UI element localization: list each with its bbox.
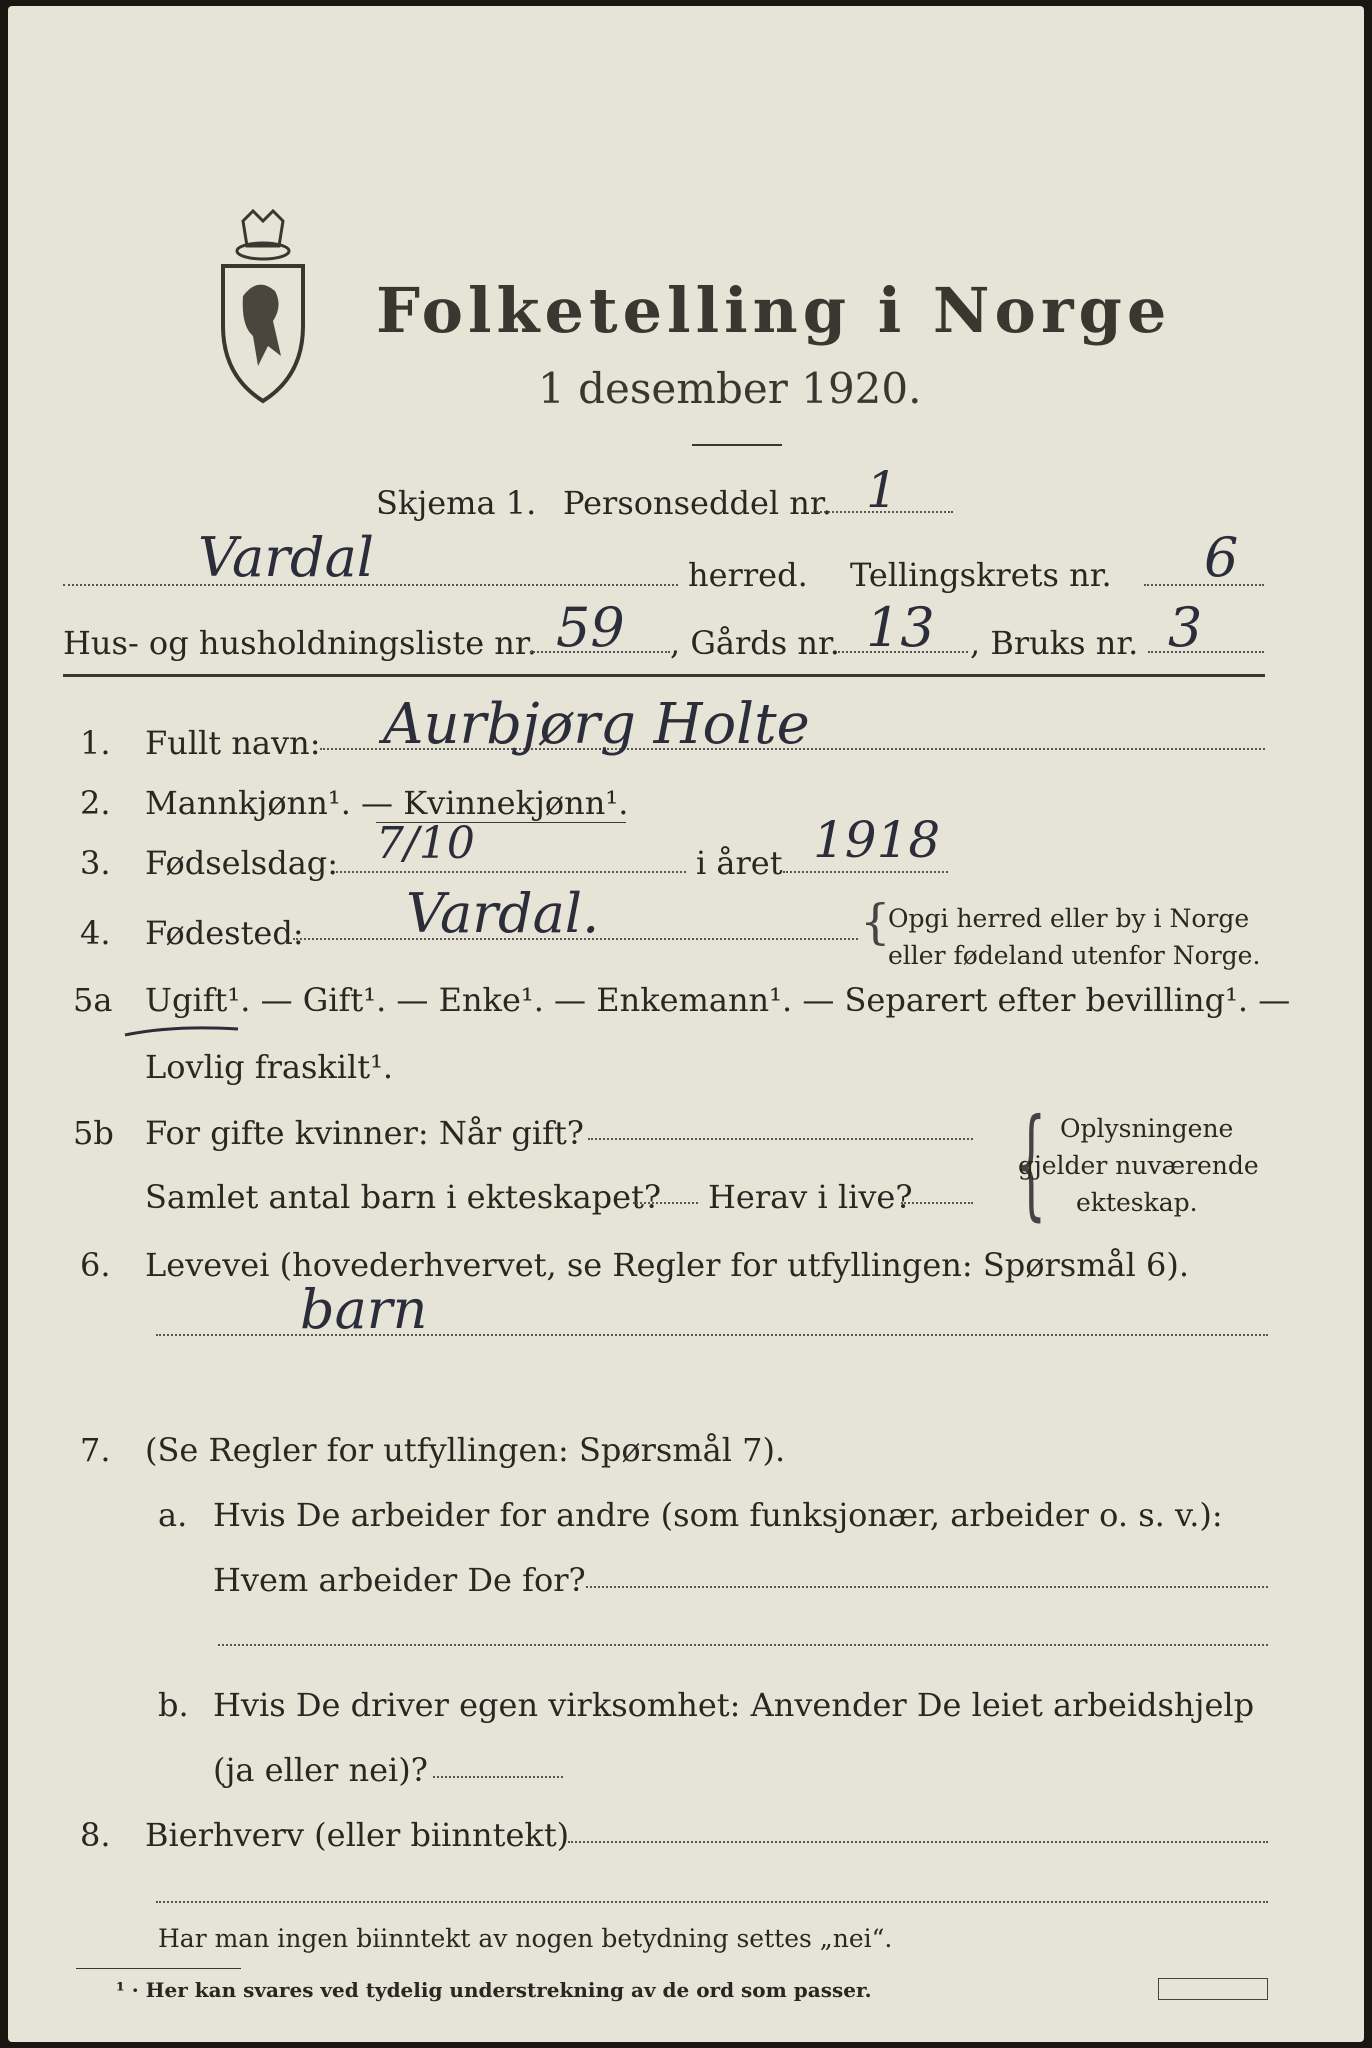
q8-number: 8. — [80, 1816, 111, 1854]
q5a-number: 5a — [73, 981, 113, 1019]
bruks-value: 3 — [1168, 596, 1203, 659]
q2-label: Mannkjønn¹. — Kvinnekjønn¹. — [145, 784, 629, 822]
hired-help-line — [433, 1776, 563, 1778]
bruks-line — [1148, 651, 1264, 653]
birthplace-value: Vardal. — [406, 882, 600, 945]
q4-number: 4. — [80, 914, 111, 952]
footnote-rule — [76, 1968, 241, 1969]
q8-label: Bierhverv (eller biinntekt) — [145, 1816, 570, 1854]
personseddel-label: Personseddel nr. — [563, 484, 832, 522]
census-form — [8, 6, 1364, 2042]
side-income-line — [568, 1841, 1268, 1843]
birthplace-note-1: Opgi herred eller by i Norge — [888, 904, 1250, 933]
coat-of-arms-icon — [213, 206, 313, 406]
q6-label: Levevei (hovederhvervet, se Regler for utfyllingen: Spørsmål 6). — [145, 1246, 1190, 1284]
herred-value: Vardal — [198, 526, 375, 589]
birthday-value: 7/10 — [376, 818, 475, 869]
herred-label: herred. — [688, 556, 808, 594]
full-name-value: Aurbjørg Holte — [383, 692, 810, 757]
section-divider — [63, 674, 1265, 677]
ugift-underline — [123, 1021, 243, 1041]
gards-value: 13 — [866, 596, 935, 659]
q7a-label-2: Hvem arbeider De for? — [213, 1561, 586, 1599]
tellingskrets-value: 6 — [1204, 526, 1239, 589]
gards-label: , Gårds nr. — [670, 624, 840, 662]
employer-line — [586, 1586, 1268, 1588]
q5a-label-2: Lovlig fraskilt¹. — [145, 1048, 394, 1086]
q7b-label-2: (ja eller nei)? — [213, 1751, 428, 1789]
q5a-label: Ugift¹. — Gift¹. — Enke¹. — Enkemann¹. — Separert efter bevilling¹. — — [145, 981, 1291, 1019]
q1-number: 1. — [80, 724, 111, 762]
marriage-note-3: ekteskap. — [1076, 1188, 1198, 1217]
married-date-line — [588, 1138, 973, 1140]
q5b-label-3: Herav i live? — [708, 1178, 913, 1216]
employer-line-2 — [218, 1644, 1268, 1646]
q7a-number: a. — [158, 1496, 188, 1534]
q6-number: 6. — [80, 1246, 111, 1284]
q7b-number: b. — [158, 1686, 189, 1724]
q7b-label: Hvis De driver egen virksomhet: Anvender De leiet arbeidshjelp — [213, 1686, 1255, 1724]
occupation-value: barn — [300, 1278, 428, 1341]
schema-label: Skjema 1. — [376, 484, 537, 522]
footnote: ¹ · Her kan svares ved tydelig understrekning av de ord som passer. — [116, 1978, 872, 2002]
q7-number: 7. — [80, 1431, 111, 1469]
personseddel-value: 1 — [866, 461, 898, 519]
bruks-label: , Bruks nr. — [970, 624, 1139, 662]
q5b-number: 5b — [73, 1114, 114, 1152]
birthplace-note-2: eller fødeland utenfor Norge. — [888, 941, 1261, 970]
no-income-note: Har man ingen biinntekt av nogen betydning settes „nei“. — [158, 1924, 893, 1953]
census-date: 1 desember 1920. — [538, 364, 922, 413]
alive-line — [901, 1202, 973, 1204]
q3-label: Fødselsdag: — [145, 844, 339, 882]
title-divider — [692, 444, 782, 446]
q1-label: Fullt navn: — [145, 724, 321, 762]
q2-number: 2. — [80, 784, 111, 822]
tellingskrets-label: Tellingskrets nr. — [850, 556, 1112, 594]
q5b-label-2: Samlet antal barn i ekteskapet? — [145, 1178, 662, 1216]
printer-stamp — [1158, 1978, 1268, 2000]
year-value: 1918 — [813, 811, 941, 869]
year-label: i året — [696, 844, 783, 882]
children-line — [633, 1202, 698, 1204]
q3-number: 3. — [80, 844, 111, 882]
marriage-note-2: gjelder nuværende — [1018, 1151, 1259, 1180]
note-brace-2: { — [1015, 1094, 1047, 1233]
q7-label: (Se Regler for utfyllingen: Spørsmål 7). — [145, 1431, 786, 1469]
q4-label: Fødested: — [145, 914, 304, 952]
year-line — [783, 871, 948, 873]
marriage-note-1: Oplysningene — [1060, 1114, 1234, 1143]
husliste-value: 59 — [556, 596, 625, 659]
birthday-line — [336, 871, 686, 873]
side-income-line-2 — [156, 1901, 1268, 1903]
note-brace: { — [860, 894, 891, 950]
page-title: Folketelling i Norge — [376, 274, 1172, 347]
husliste-label: Hus- og husholdningsliste nr. — [63, 624, 537, 662]
q7a-label: Hvis De arbeider for andre (som funksjonær, arbeider o. s. v.): — [213, 1496, 1223, 1534]
q5b-label: For gifte kvinner: Når gift? — [145, 1114, 584, 1152]
